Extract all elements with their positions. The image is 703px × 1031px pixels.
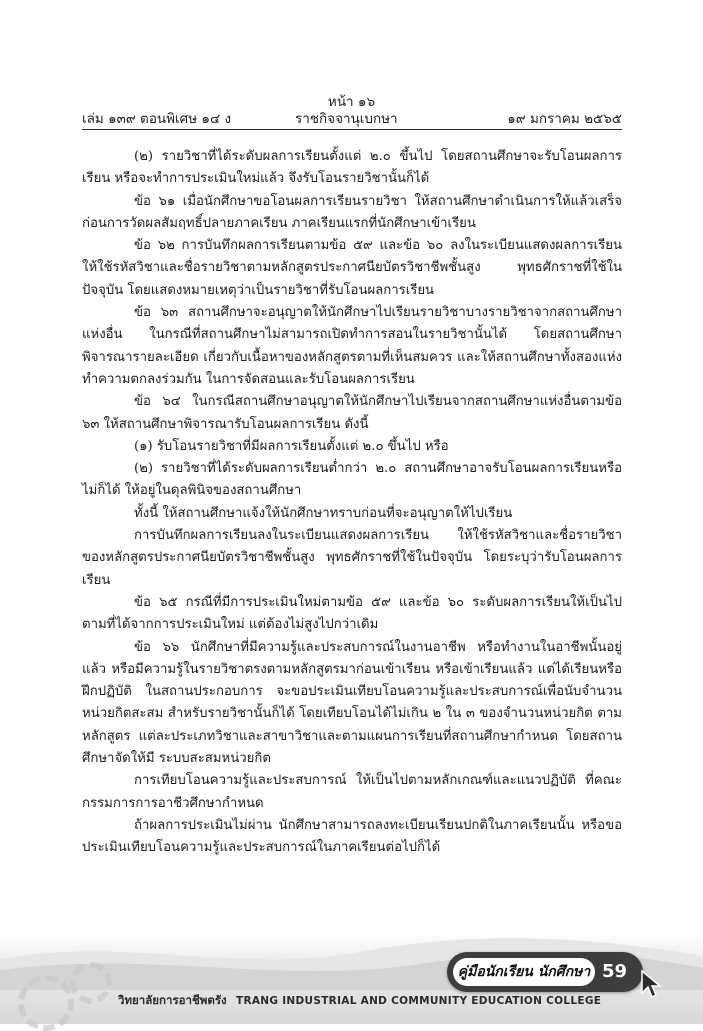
gazette-header xyxy=(82,107,622,127)
paragraph: ข้อ ๖๑ เมื่อนักศึกษาขอโอนผลการเรียนรายวิชา ให้สถานศึกษาดำเนินการให้แล้วเสร็จ ก่อนการวัดผลสัมฤทธิ์ปลายภาคเรียน ภาคเรียนแรกที่นักศึกษาเข้าเรียน xyxy=(82,193,622,231)
document-body xyxy=(82,146,622,860)
gear-decoration-icon xyxy=(18,975,74,1031)
paragraph: ข้อ ๖๔ ในกรณีสถานศึกษาอนุญาตให้นักศึกษาไปเรียนจากสถานศึกษาแห่งอื่นตามข้อ ๖๓ ให้สถานศึกษาพิจารณารับโอนผลการเรียน ดังนี้ xyxy=(82,394,622,432)
handbook-page-number: 59 xyxy=(601,961,627,982)
paragraph: ข้อ ๖๓ สถานศึกษาจะอนุญาตให้นักศึกษาไปเรียนรายวิชาบางรายวิชาจากสถานศึกษาแห่งอื่น ในกรณีที่สถานศึกษาไม่สามารถเปิดทำการสอนในรายวิชานั้นได้ โดยสถานศึกษาพิจารณารายละเอียด เกี่ยวกับเนื้อหาของหลักสูตรตามที่เห็นสมควร และให้สถานศึกษาทั้งสองแห่งทำความตกลงร่วมกัน ในการจัดสอนและรับโอนผลการเรียน xyxy=(82,305,622,387)
handbook-badge xyxy=(447,952,643,992)
paragraph: ข้อ ๖๖ นักศึกษาที่มีความรู้และประสบการณ์ในงานอาชีพ หรือทำงานในอาชีพนั้นอยู่แล้ว หรือมีความรู้ในรายวิชาตรงตามหลักสูตรมาก่อนเข้าเรียน หรือเข้าเรียนแล้ว แต่ได้เรียนหรือฝึกปฏิบัติ ในสถานประกอบการ จะขอประเมินเทียบโอนความรู้และประสบการณ์เพื่อนับจำนวนหน่วยกิตสะสม สำหรับรายวิชานั้นก็ได้ โดยเทียบโอนได้ไม่เกิน ๒ ใน ๓ ของจำนวนหน่วยกิต ตามหลักสูตร แต่ละประเภทวิชาและสาขาวิชาและตามแผนการเรียนที่สถานศึกษากำหนด โดยสถานศึกษาจัดให้มี ระบบสะสมหน่วยกิต xyxy=(82,639,622,767)
college-name-english: TRANG INDUSTRIAL AND COMMUNITY EDUCATION COLLEGE xyxy=(235,995,602,1007)
paragraph: ทั้งนี้ ให้สถานศึกษาแจ้งให้นักศึกษาทราบก่อนที่จะอนุญาตให้ไปเรียน xyxy=(134,505,513,521)
paragraph: ถ้าผลการประเมินไม่ผ่าน นักศึกษาสามารถลงทะเบียนเรียนปกติในภาคเรียนนั้น หรือขอประเมินเทียบโอนความรู้และประสบการณ์ในภาคเรียนต่อไปก็ได้ xyxy=(82,817,622,856)
header-rule xyxy=(82,129,622,130)
paragraph: การบันทึกผลการเรียนลงในระเบียนแสดงผลการเรียน ให้ใช้รหัสวิชาและชื่อรายวิชา ของหลักสูตรประกาศนียบัตรวิชาชีพชั้นสูง พุทธศักราชที่ใช้ในปัจจุบัน โดยระบุว่ารับโอนผลการเรียน xyxy=(82,528,622,588)
college-name-thai: วิทยาลัยการอาชีพตรัง xyxy=(118,993,227,1007)
paragraph: ข้อ ๖๒ การบันทึกผลการเรียนตามข้อ ๕๙ และข้อ ๖๐ ลงในระเบียนแสดงผลการเรียน ให้ใช้รหัสวิชาและชื่อรายวิชาตามหลักสูตรประกาศนียบัตรวิชาชีพชั้นสูง พุทธศักราชที่ใช้ในปัจจุบัน โดยแสดงหมายเหตุว่าเป็นรายวิชาที่รับโอนผลการเรียน xyxy=(82,238,622,298)
paragraph: (๒) รายวิชาที่ได้ระดับผลการเรียนตั้งแต่ ๒.๐ ขึ้นไป โดยสถานศึกษาจะรับโอนผลการเรียน หรือจะทำการประเมินใหม่แล้ว จึงรับโอนรายวิชานั้นก็ได้ xyxy=(82,149,622,187)
paragraph: การเทียบโอนความรู้และประสบการณ์ ให้เป็นไปตามหลักเกณฑ์และแนวปฏิบัติ ที่คณะกรรมการการอาชีวศึกษากำหนด xyxy=(82,773,622,811)
gazette-date: ๑๙ มกราคม ๒๕๖๕ xyxy=(507,111,622,127)
volume-issue: เล่ม ๑๓๙ ตอนพิเศษ ๑๔ ง xyxy=(82,111,232,127)
paragraph: (๑) รับโอนรายวิชาที่มีผลการเรียนตั้งแต่ ๒.๐ ขึ้นไป หรือ xyxy=(134,438,449,454)
handbook-badge-label: คู่มือนักเรียน นักศึกษา xyxy=(453,958,595,986)
page-number-label: หน้า ๑๖ xyxy=(327,94,376,110)
gear-decoration-icon xyxy=(70,962,112,1004)
college-name xyxy=(118,992,638,1010)
paragraph: (๒) รายวิชาที่ได้ระดับผลการเรียนต่ำกว่า ๒.๐ สถานศึกษาอาจรับโอนผลการเรียนหรือไม่ก็ได้ ให้อยู่ในดุลพินิจของสถานศึกษา xyxy=(82,461,622,499)
gazette-title: ราชกิจจานุเบกษา xyxy=(295,111,398,127)
cursor-arrow-icon xyxy=(640,969,664,999)
paragraph: ข้อ ๖๕ กรณีที่มีการประเมินใหม่ตามข้อ ๕๙ และข้อ ๖๐ ระดับผลการเรียนให้เป็นไป ตามที่ได้จากการประเมินใหม่ แต่ต้องไม่สูงไปกว่าเดิม xyxy=(82,594,622,633)
